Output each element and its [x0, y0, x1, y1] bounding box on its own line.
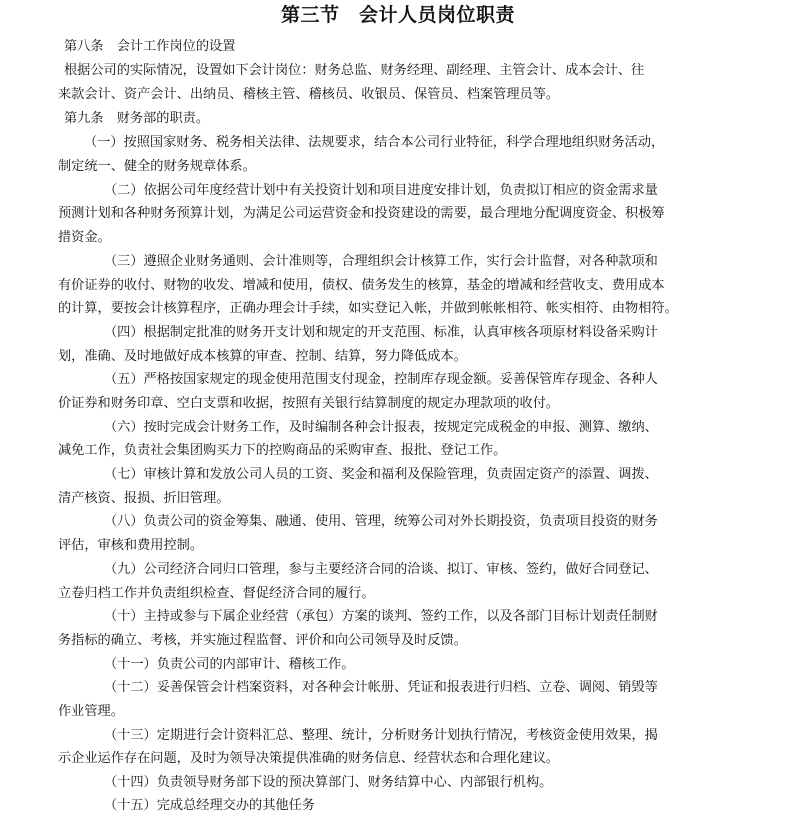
paragraph-line: （十一）负责公司的内部审计、稽核工作。 [104, 657, 355, 672]
paragraph-line: （九）公司经济合同归口管理，参与主要经济合同的洽谈、拟订、审核、签约，做好合同登记、 [104, 562, 658, 577]
paragraph-line: 价证券和财务印章、空白支票和收据，按照有关银行结算制度的规定办理款项的收付。 [58, 396, 560, 411]
paragraph-line: 措资金。 [58, 230, 111, 245]
paragraph-line: 的计算，要按会计核算程序，正确办理会计手续，如实登记入帐，并做到帐帐相符、帐实相符、由物相符。 [58, 301, 678, 316]
paragraph-line: 划，准确、及时地做好成本核算的审查、控制、结算，努力降低成本。 [58, 349, 467, 364]
paragraph-line: 根据公司的实际情况，设置如下会计岗位：财务总监、财务经理、副经理、主管会计、成本会计、往 [64, 63, 645, 78]
paragraph-line: （五）严格按国家规定的现金使用范围支付现金，控制库存现金额。妥善保管库存现金、各种人 [104, 372, 658, 387]
paragraph-line: （七）审核计算和发放公司人员的工资、奖金和福利及保险管理，负责固定资产的添置、调拨、 [104, 467, 658, 482]
paragraph-line: （八）负责公司的资金筹集、融通、使用、管理，统筹公司对外长期投资，负责项目投资的财务 [104, 514, 658, 529]
paragraph-line: 制定统一、健全的财务规章体系。 [58, 159, 256, 174]
paragraph-line: （六）按时完成会计财务工作，及时编制各种会计报表，按规定完成税金的申报、测算、缴纳、 [104, 420, 658, 435]
paragraph-line: （一）按照国家财务、税务相关法律、法规要求，结合本公司行业特征，科学合理地组织财务活动， [84, 135, 665, 150]
article-8-heading: 第八条 会计工作岗位的设置 [64, 39, 236, 54]
paragraph-line: 有价证券的收付、财物的收发、增减和使用，债权、债务发生的核算，基金的增减和经营收支、费用成本 [58, 278, 665, 293]
article-9-heading: 第九条 财务部的职责。 [64, 111, 210, 126]
paragraph-line: 清产核资、报损、折旧管理。 [58, 491, 230, 506]
paragraph-line: （二）依据公司年度经营计划中有关投资计划和项目进度安排计划，负责拟订相应的资金需求量 [104, 183, 658, 198]
paragraph-line: 预测计划和各种财务预算计划，为满足公司运营资金和投资建设的需要，最合理地分配调度资金、积极筹 [58, 206, 665, 221]
paragraph-line: 立卷归档工作并负责组织检查、督促经济合同的履行。 [58, 586, 375, 601]
paragraph-line: 减免工作，负责社会集团购买力下的控购商品的采购审查、报批、登记工作。 [58, 443, 507, 458]
paragraph-line: 作业管理。 [58, 704, 124, 719]
paragraph-line: （三）遵照企业财务通则、会计准则等，合理组织会计核算工作，实行会计监督，对各种款项和 [104, 254, 658, 269]
paragraph-line: 评估，审核和费用控制。 [58, 538, 204, 553]
paragraph-line: （十四）负责领导财务部下设的预决算部门、财务结算中心、内部银行机构。 [104, 775, 553, 790]
paragraph-line: （十三）定期进行会计资料汇总、整理、统计，分析财务计划执行情况，考核资金使用效果，揭 [104, 728, 658, 743]
section-title: 第三节 会计人员岗位职责 [280, 4, 515, 26]
paragraph-line: 务指标的确立、考核，并实施过程监督、评价和向公司领导及时反馈。 [58, 633, 467, 648]
paragraph-line: （四）根据制定批准的财务开支计划和规定的开支范围、标准，认真审核各项原材料设备采购计 [104, 325, 658, 340]
paragraph-line: （十五）完成总经理交办的其他任务 [104, 798, 315, 813]
paragraph-line: （十）主持或参与下属企业经营（承包）方案的谈判、签约工作，以及各部门目标计划责任制财 [104, 609, 658, 624]
paragraph-line: （十二）妥善保管会计档案资料，对各种会计帐册、凭证和报表进行归档、立卷、调阅、销毁等 [104, 680, 658, 695]
paragraph-line: 来款会计、资产会计、出纳员、稽核主管、稽核员、收银员、保管员、档案管理员等。 [58, 87, 560, 102]
paragraph-line: 示企业运作存在问题，及时为领导决策提供准确的财务信息、经营状态和合理化建议。 [58, 751, 560, 766]
